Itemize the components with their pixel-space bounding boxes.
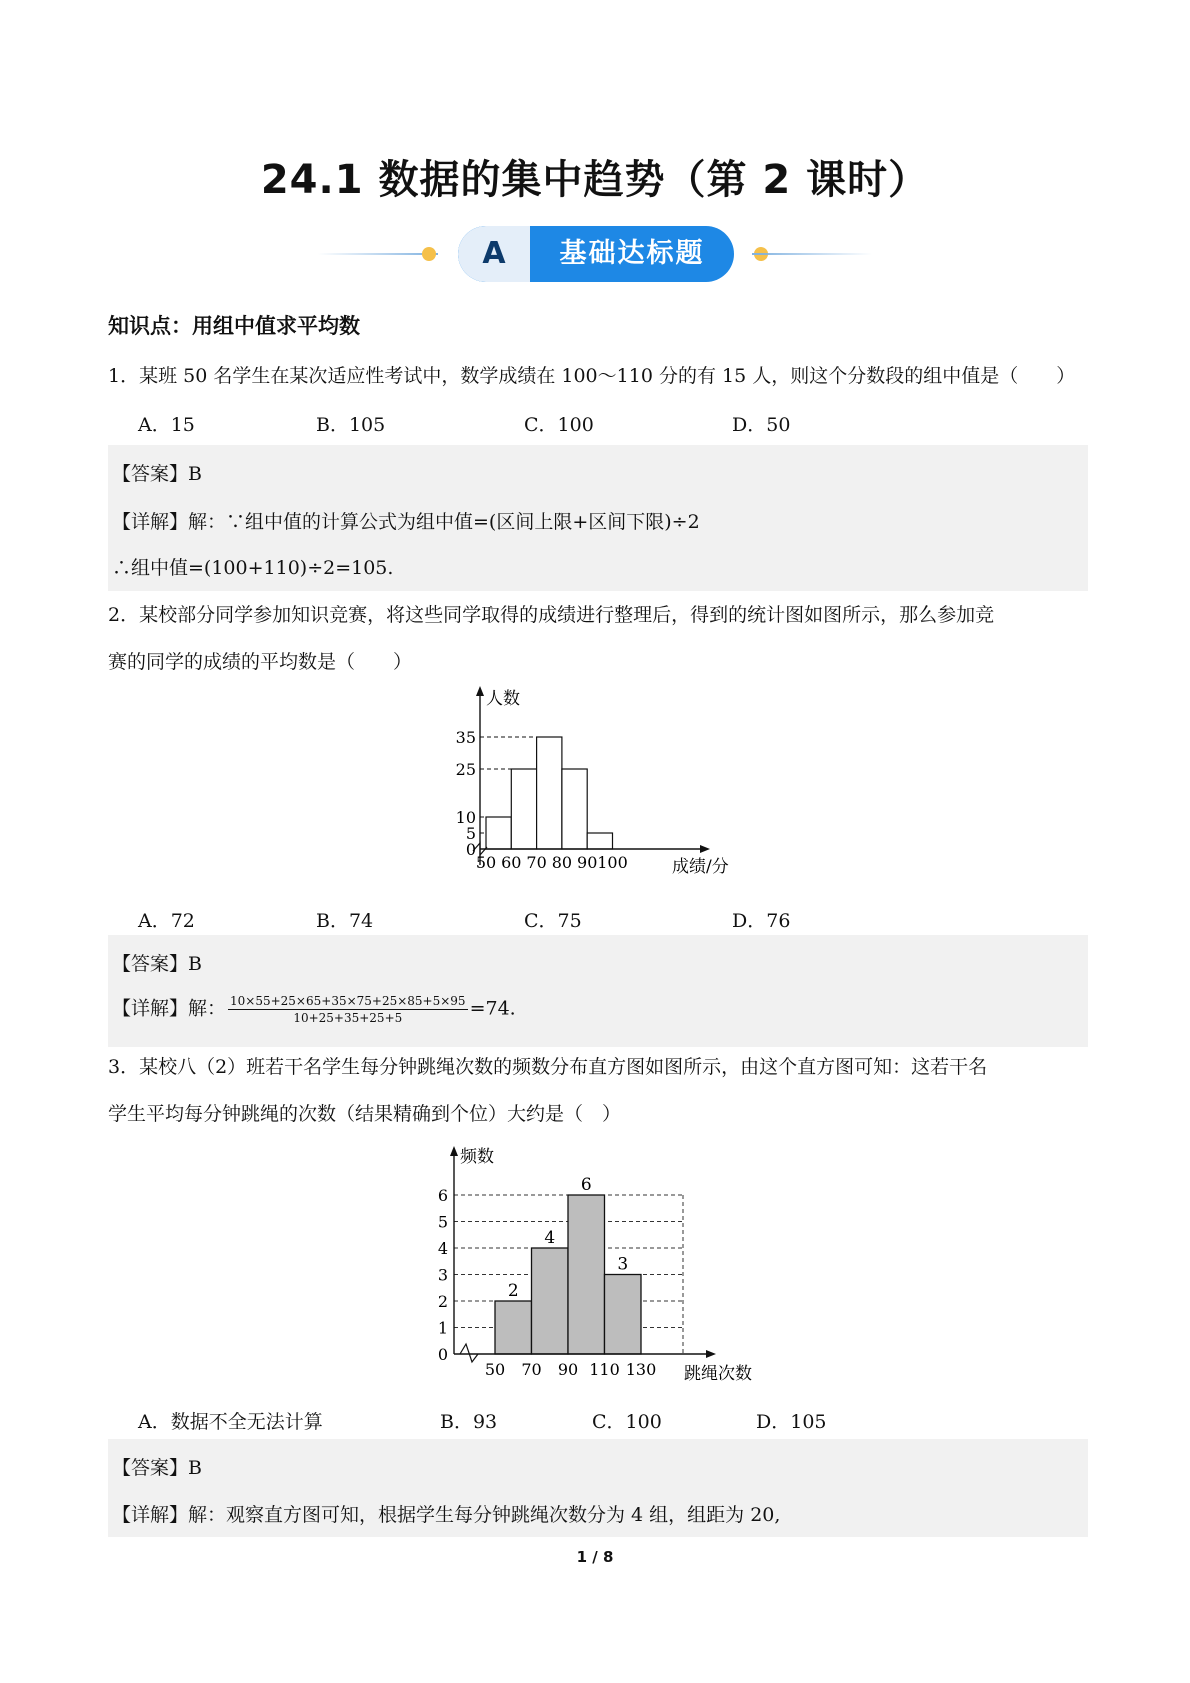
chart-2-y-tick-5: 5	[437, 1212, 448, 1232]
question-3-answer-box	[108, 1439, 1088, 1537]
question-2-detail-suffix: =74.	[469, 997, 516, 1020]
banner-dot-left	[422, 247, 436, 261]
fraction-numerator: 10×55+25×65+35×75+25×85+5×95	[230, 994, 466, 1008]
chart-2-bar-0	[495, 1301, 532, 1354]
banner-line-right	[752, 253, 872, 255]
chart-1-bar-2	[537, 737, 562, 849]
chart-1-x-tick-80: 80	[551, 853, 573, 872]
chart-2-histogram	[420, 1140, 800, 1388]
banner-letter: A	[458, 226, 530, 282]
chart-2-x-arrow	[706, 1350, 716, 1358]
chart-1-bar-3	[562, 769, 587, 849]
chart-2-y-tick-0: 0	[437, 1345, 448, 1364]
fraction-denominator: 10+25+35+25+5	[293, 1011, 403, 1025]
chart-2-data-label-3: 3	[617, 1254, 629, 1275]
chart-1-bar-4	[587, 833, 612, 849]
chart-1-x-tick-70: 70	[526, 853, 547, 872]
chart-1-x-tick-50: 50	[475, 853, 497, 872]
question-2-answer: 【答案】B	[112, 953, 202, 975]
banner-line-left	[318, 253, 438, 255]
question-2-detail	[112, 993, 516, 1026]
question-3-stem-line-1: 3．某校八（2）班若干名学生每分钟跳绳次数的频数分布直方图如图所示，由这个直方图可知：这若干名	[108, 1056, 988, 1078]
question-3-option-c: C．100	[592, 1411, 662, 1433]
chart-1-y-tick-25: 25	[455, 760, 476, 779]
section-banner	[310, 222, 880, 286]
chart-1-x-arrow	[700, 845, 710, 853]
chart-1-y-tick-35: 35	[455, 728, 476, 747]
chart-2-x-tick-130: 130	[625, 1360, 657, 1379]
question-1-option-a: A．15	[138, 414, 195, 436]
chart-2-x-tick-70: 70	[521, 1360, 542, 1379]
chart-2-x-tick-110: 110	[589, 1360, 620, 1379]
chart-1-y-tick-10: 10	[455, 808, 476, 827]
chart-1-x-tick-60: 60	[501, 853, 522, 872]
question-2-option-b: B．74	[316, 910, 374, 932]
chart-1-y-tick-5: 5	[465, 824, 476, 843]
question-1-option-b: B．105	[316, 414, 386, 436]
chart-2-bar-2	[568, 1195, 605, 1354]
question-1-option-c: C．100	[524, 414, 594, 436]
chart-1-bar-1	[511, 769, 536, 849]
chart-2-y-arrow	[450, 1146, 458, 1156]
chart-2-data-label-0: 2	[507, 1281, 519, 1301]
question-2-fraction	[228, 993, 468, 1026]
question-2-stem-line-2: 赛的同学的成绩的平均数是（ ）	[108, 651, 413, 673]
chart-2-x-label: 跳绳次数	[684, 1364, 752, 1384]
page-number: 1 / 8	[576, 1548, 614, 1566]
chart-1-x-tick-90: 90	[577, 853, 598, 872]
question-2-stem-line-1: 2．某校部分同学参加知识竞赛，将这些同学取得的成绩进行整理后，得到的统计图如图所示，那么参加竞	[108, 604, 995, 626]
chart-2-y-tick-4: 4	[437, 1239, 448, 1258]
chart-2-y-label: 频数	[460, 1147, 494, 1167]
chart-2-data-label-1: 4	[544, 1228, 556, 1248]
question-2-detail-prefix: 【详解】解：	[112, 997, 227, 1020]
chart-1-y-tick-0: 0	[465, 840, 476, 859]
question-1-answer-box	[108, 445, 1088, 591]
chart-1-y-arrow	[476, 686, 484, 696]
question-3-detail-line-1: 【详解】解：观察直方图可知，根据学生每分钟跳绳次数分为 4 组，组距为 20,	[112, 1504, 781, 1526]
question-3-option-b: B．93	[440, 1411, 498, 1433]
chart-2-data-label-2: 6	[580, 1175, 592, 1195]
chart-1-x-label: 成绩/分	[672, 857, 729, 877]
chart-1-y-label: 人数	[486, 689, 520, 709]
page-title: 24.1 数据的集中趋势（第 2 课时）	[260, 157, 930, 203]
knowledge-point-heading: 知识点：用组中值求平均数	[108, 314, 360, 338]
question-2-option-c: C．75	[524, 910, 582, 932]
chart-2-y-tick-1: 1	[437, 1318, 448, 1338]
question-1-detail-line-2: ∴组中值=(100+110)÷2=105.	[112, 557, 394, 579]
chart-2-y-tick-3: 3	[437, 1265, 448, 1285]
question-2-answer-box	[108, 935, 1088, 1047]
question-2-option-d: D．76	[732, 910, 791, 932]
question-1-answer: 【答案】B	[112, 463, 202, 485]
question-1-detail-line-1: 【详解】解：∵组中值的计算公式为组中值=(区间上限+区间下限)÷2	[112, 511, 700, 533]
banner-pill	[458, 226, 734, 282]
chart-2-bar-1	[532, 1248, 569, 1354]
question-1-option-d: D．50	[732, 414, 791, 436]
chart-2-axis-break	[460, 1344, 478, 1362]
question-3-option-d: D．105	[756, 1411, 827, 1433]
chart-2-bar-3	[605, 1275, 642, 1355]
chart-2-x-tick-50: 50	[484, 1360, 506, 1379]
question-2-option-a: A．72	[138, 910, 195, 932]
question-3-answer: 【答案】B	[112, 1457, 202, 1479]
banner-text: 基础达标题	[559, 238, 705, 269]
chart-2-y-tick-2: 2	[437, 1292, 448, 1311]
chart-2-y-tick-6: 6	[437, 1186, 448, 1205]
chart-1-histogram	[440, 682, 760, 882]
question-3-stem-line-2: 学生平均每分钟跳绳的次数（结果精确到个位）大约是（ ）	[108, 1103, 622, 1125]
chart-2-x-tick-90: 90	[557, 1360, 579, 1379]
chart-1-x-tick-100: 100	[597, 853, 628, 872]
question-1-stem: 1．某班 50 名学生在某次适应性考试中，数学成绩在 100～110 分的有 15 人，则这个分数段的组中值是（ ）	[108, 365, 1076, 387]
question-3-option-a: A．数据不全无法计算	[138, 1411, 323, 1433]
chart-1-bar-0	[486, 817, 511, 849]
